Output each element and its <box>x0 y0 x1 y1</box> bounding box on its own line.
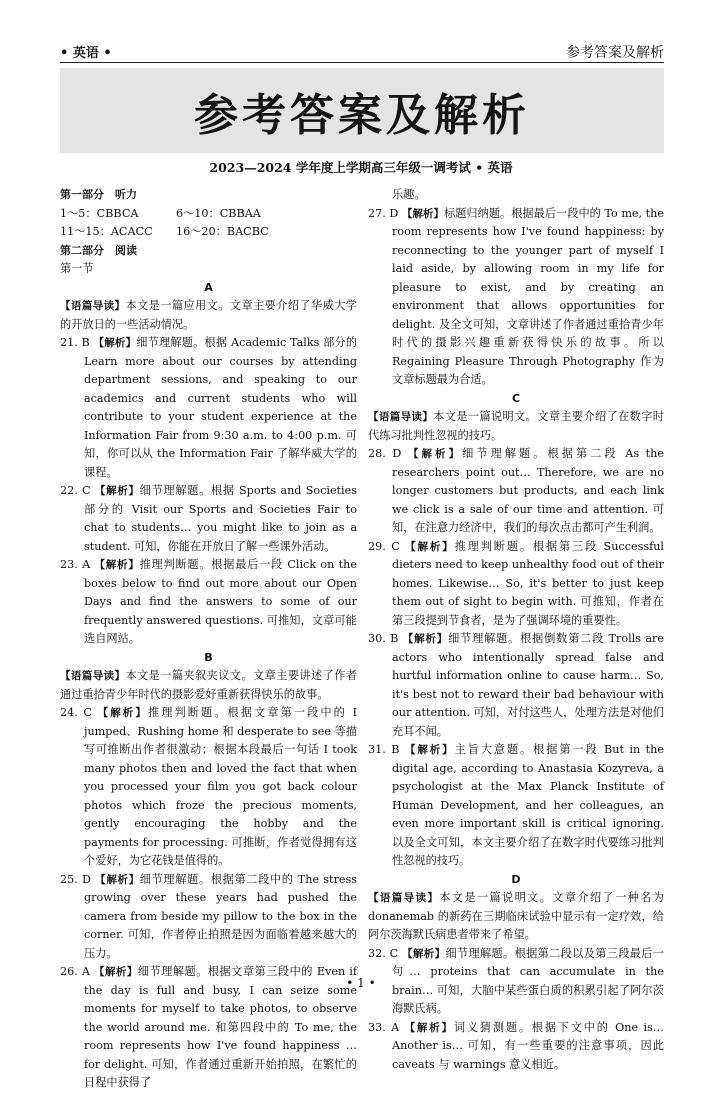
passage-label-a: A <box>204 280 213 294</box>
part1-heading: 第一部分 听力 <box>60 188 137 201</box>
question-21 <box>60 334 357 482</box>
analysis-tag: 【解析】 <box>93 337 137 349</box>
right-column <box>368 186 664 1074</box>
question-23 <box>60 556 357 649</box>
question-number: 25. D <box>60 872 91 886</box>
passage-intro-a <box>60 297 357 334</box>
intro-tag: 【语篇导读】 <box>368 892 440 904</box>
question-number: 24. C <box>60 706 92 719</box>
intro-tag: 【语篇导读】 <box>60 300 126 312</box>
passage-label-b: B <box>204 650 213 664</box>
question-22 <box>60 482 357 556</box>
question-33 <box>368 1019 664 1075</box>
analysis-tag: 【解析】 <box>94 485 140 497</box>
analysis-text: 推理判断题。根据文章第一段中的 I jumped、Rushing home 和 desperate to see 等描写可推断出作者很激动；根据本段最后一句话 I took many photos then and loved the fact that when you processed your film you got back colour photos which froze the precious moments, gently encouraging the hobby and the payments for processing. 可推断，作者觉得拥有这个爱好，为它花钱是值得的。 <box>84 706 357 867</box>
intro-text: 本文是一篇说明文。文章介绍了一种名为 donanemab 的新药在三期临床试验中显示有一定疗效，给阿尔茨海默氏病患者带来了希望。 <box>368 891 664 941</box>
question-number: 21. B <box>60 336 90 349</box>
passage-intro-b <box>60 667 357 704</box>
analysis-text: 细节理解题。根据倒数第二段 Trolls are actors who intentionally spread false and hurtful information online to cause harm… So, it's best not to reward their bad behaviour with our attention. 可知，对付这些人，处理方法是对他们充耳不闻。 <box>392 632 664 738</box>
analysis-text: 细节理解题。根据第二段以及第三段最后一句… proteins that can accumulate in the brain… 可知，大脑中某些蛋白质的积累引起了阿尔茨海默氏病。 <box>392 946 664 1015</box>
analysis-tag: 【解析】 <box>95 873 140 886</box>
passage-intro-c <box>368 408 664 445</box>
question-31 <box>368 741 664 871</box>
analysis-text: 标题归纳题。根据最后一段中的 To me, the room represents how I've found happiness: by reconnecting to the younger part of myself I laid aside, by allowing room in my life for pleasure to exist, and by creating an environment that allows opportunities for delight. 及全文可知，文章讲述了作者通过重拾青少年时代的摄影兴趣重新获得快乐的故事。所以 Regaining Pleasure Through Photography 作为文章标题最为合适。 <box>392 206 665 386</box>
page-number: • 1 • <box>346 976 376 990</box>
answer-row <box>60 205 357 224</box>
analysis-tag: 【解析】 <box>402 633 449 645</box>
passage-intro-d <box>368 889 664 945</box>
question-number: 22. C <box>60 484 91 497</box>
analysis-tag: 【解析】 <box>93 966 138 978</box>
section-label: 第一节 <box>60 262 94 275</box>
question-24 <box>60 704 357 871</box>
analysis-tag: 【解析】 <box>405 540 455 553</box>
question-number: 26. A <box>60 965 90 978</box>
analysis-text: 推理判断题。根据最后一段 Click on the boxes below to find out more about our Open Days and find the answers to some of our frequently answered questions. 可推知，文章可能选自网站。 <box>84 558 357 645</box>
analysis-text: 细节理解题。根据 Academic Talks 部分的 Learn more about our courses by attending department sessions, and speaking to our academics and current students who will contribute to your student experience at the Information Fair from 9:30 a.m. to 4:00 p.m. 可知，你可以从 the Information Fair 了解华威大学的课程。 <box>84 336 358 479</box>
answer-group: 16～20：BACBC <box>176 225 269 238</box>
analysis-text: 主旨大意题。根据第一段 But in the digital age, according to Anastasia Kozyreva, a psychologist at the Max Planck Institute of Human Development, and her colleagues, an even more important skill is critical ignoring. 以及全文可知，本文主要介绍了在数字时代要练习批判性忽视的技巧。 <box>392 743 665 867</box>
intro-tag: 【语篇导读】 <box>60 670 126 682</box>
analysis-tag: 【解析】 <box>97 707 148 719</box>
analysis-text: 细节理解题。根据 Sports and Societies 部分的 Visit our Sports and Societies Fair to chat to students… you might like to join as a student. 可知，你能在开放日了解一些课外活动。 <box>84 484 357 553</box>
question-number: 32. C <box>368 946 399 960</box>
exam-title: 2023—2024 学年度上学期高三年级一调考试 • 英语 <box>209 160 513 175</box>
question-number: 31. B <box>368 743 400 756</box>
analysis-tag: 【解析】 <box>401 207 444 220</box>
page-header <box>60 40 664 63</box>
left-column <box>60 186 357 1093</box>
banner-title: 参考答案及解析 <box>194 89 530 141</box>
analysis-text: 细节理解题。根据第二段 As the researchers point out… Therefore, we are no longer customers but products, and each link we click is a sale of our time and attention. 可知，在注意力经济中，我们的每次点击都可产生利润。 <box>392 447 664 534</box>
answer-group: 11～15：ACACC <box>60 225 153 238</box>
analysis-tag: 【解析】 <box>402 947 446 960</box>
passage-label-d: D <box>511 872 521 886</box>
passage-label-c: C <box>511 391 521 405</box>
header-title: 参考答案及解析 <box>566 45 664 61</box>
question-number: 28. D <box>368 447 402 460</box>
analysis-text: 词义猜测题。根据下文中的 One is… Another is… 可知，有一些重要的注意事项，因此 caveats 与 warnings 意义相近。 <box>392 1020 664 1071</box>
question-30 <box>368 630 664 741</box>
intro-text: 本文是一篇说明文。文章主要介绍了在数字时代练习批判性忽视的技巧。 <box>368 410 664 442</box>
analysis-tag: 【解析】 <box>404 744 455 756</box>
intro-text: 本文是一篇应用文。文章主要介绍了华威大学的开放日的一些活动情况。 <box>60 299 357 331</box>
answer-row <box>60 223 357 242</box>
answer-group: 6～10：CBBAA <box>176 206 261 220</box>
analysis-text: 细节理解题。根据第二段中的 The stress growing over these years had pushed the camera from beside my pillow to the box in the corner. 可知，作者停止拍照是因为面临着越来越大的压力。 <box>84 872 357 960</box>
question-number: 30. B <box>368 632 399 645</box>
question-28 <box>368 445 664 538</box>
answer-group: 1～5：CBBCA <box>60 206 139 220</box>
analysis-tag: 【解析】 <box>94 559 140 571</box>
intro-tag: 【语篇导读】 <box>368 411 434 423</box>
question-27 <box>368 205 664 390</box>
analysis-tag: 【解析】 <box>407 448 463 460</box>
question-number: 29. C <box>368 539 400 553</box>
question-number: 23. A <box>60 558 91 571</box>
question-number: 27. D <box>368 206 399 220</box>
question-26-continued: 乐趣。 <box>392 188 426 201</box>
analysis-text: 细节理解题。根据文章第三段中的 Even if the day is full and busy, I can seize some moments for myself to take photos, to observe the world around me. 和第四段中的 To me, the room represents how I've found happiness … for delight. 可知，作者通过重新开始拍照，在繁忙的日程中获得了 <box>84 965 358 1089</box>
question-number: 33. A <box>368 1020 400 1034</box>
analysis-tag: 【解析】 <box>404 1021 454 1034</box>
subject-label: • 英语 • <box>60 46 112 61</box>
analysis-text: 推理判断题。根据第三段 Successful dieters need to keep unhealthy food out of their homes. Likewise… So, it's better to just keep them out of sight to begin with. 可推知，作者在第三段提到节食者，是为了强调环境的重要性。 <box>392 539 664 627</box>
question-25 <box>60 871 357 964</box>
title-banner <box>60 68 664 153</box>
question-29 <box>368 538 664 631</box>
intro-text: 本文是一篇夹叙夹议文。文章主要讲述了作者通过重拾青少年时代的摄影爱好重新获得快乐的故事。 <box>60 669 357 701</box>
part2-heading: 第二部分 阅读 <box>60 243 137 257</box>
